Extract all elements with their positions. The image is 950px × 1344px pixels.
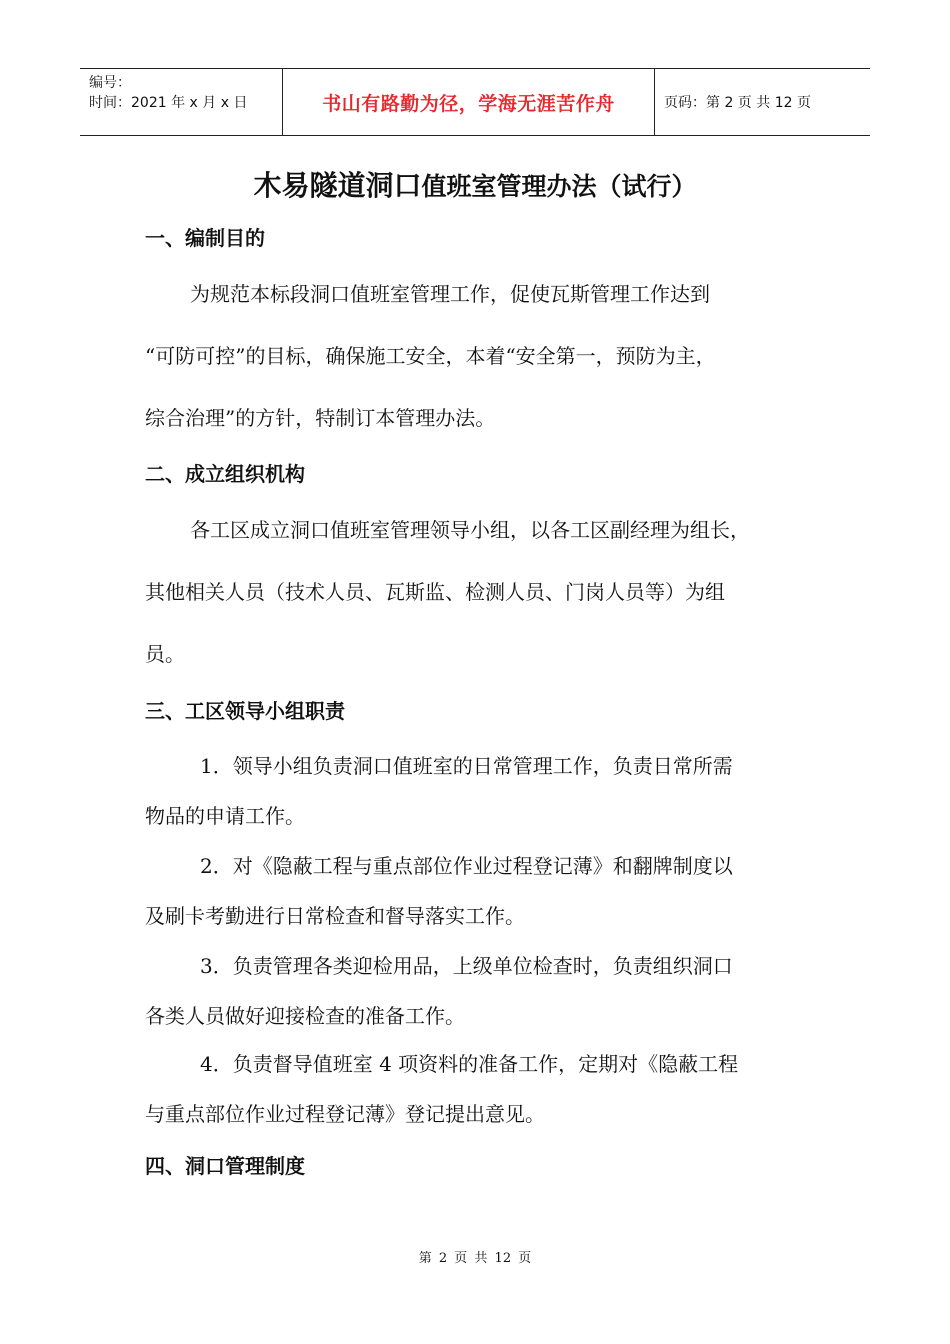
section-heading-1: 一、编制目的 <box>145 226 265 250</box>
time-label: 时间：2021 年 x 月 x 日 <box>89 95 248 111</box>
header-meta <box>80 69 282 135</box>
page-info-text: 页码：第 2 页 共 12 页 <box>664 95 811 111</box>
motto-text: 书山有路勤为径，学海无涯苦作舟 <box>322 92 615 115</box>
title-part2: 值班室管理办法（试行） <box>421 172 697 201</box>
list-item-line: 及刷卡考勤进行日常检查和督导落实工作。 <box>145 904 525 928</box>
section-heading-3: 三、工区领导小组职责 <box>145 699 345 723</box>
paragraph-line: 各工区成立洞口值班室管理领导小组，以各工区副经理为组长， <box>190 518 750 542</box>
header-motto-cell <box>282 69 655 135</box>
list-item-line: 4．负责督导值班室 4 项资料的准备工作，定期对《隐蔽工程 <box>200 1052 739 1076</box>
paragraph-line: 综合治理”的方针，特制订本管理办法。 <box>145 406 496 430</box>
paragraph-line: 员。 <box>145 642 185 666</box>
document-title <box>0 164 950 204</box>
paragraph-line: 为规范本标段洞口值班室管理工作，促使瓦斯管理工作达到 <box>190 282 710 306</box>
list-item-line: 2．对《隐蔽工程与重点部位作业过程登记薄》和翻牌制度以 <box>200 854 733 878</box>
list-item-line: 1．领导小组负责洞口值班室的日常管理工作，负责日常所需 <box>200 754 733 778</box>
title-part1: 木易隧道洞口 <box>253 169 422 202</box>
document-header <box>80 68 870 136</box>
header-page-info <box>655 69 870 135</box>
list-item-line: 各类人员做好迎接检查的准备工作。 <box>145 1004 465 1028</box>
list-item-line: 与重点部位作业过程登记薄》登记提出意见。 <box>145 1102 545 1126</box>
list-item-line: 物品的申请工作。 <box>145 804 305 828</box>
paragraph-line: “可防可控”的目标，确保施工安全，本着“安全第一，预防为主， <box>145 344 716 368</box>
section-heading-4: 四、洞口管理制度 <box>145 1154 305 1178</box>
section-heading-2: 二、成立组织机构 <box>145 462 305 486</box>
list-item-line: 3．负责管理各类迎检用品，上级单位检查时，负责组织洞口 <box>200 954 733 978</box>
number-label: 编号： <box>89 75 131 91</box>
paragraph-line: 其他相关人员（技术人员、瓦斯监、检测人员、门岗人员等）为组 <box>145 580 725 604</box>
page-footer: 第 2 页 共 12 页 <box>418 1251 532 1266</box>
